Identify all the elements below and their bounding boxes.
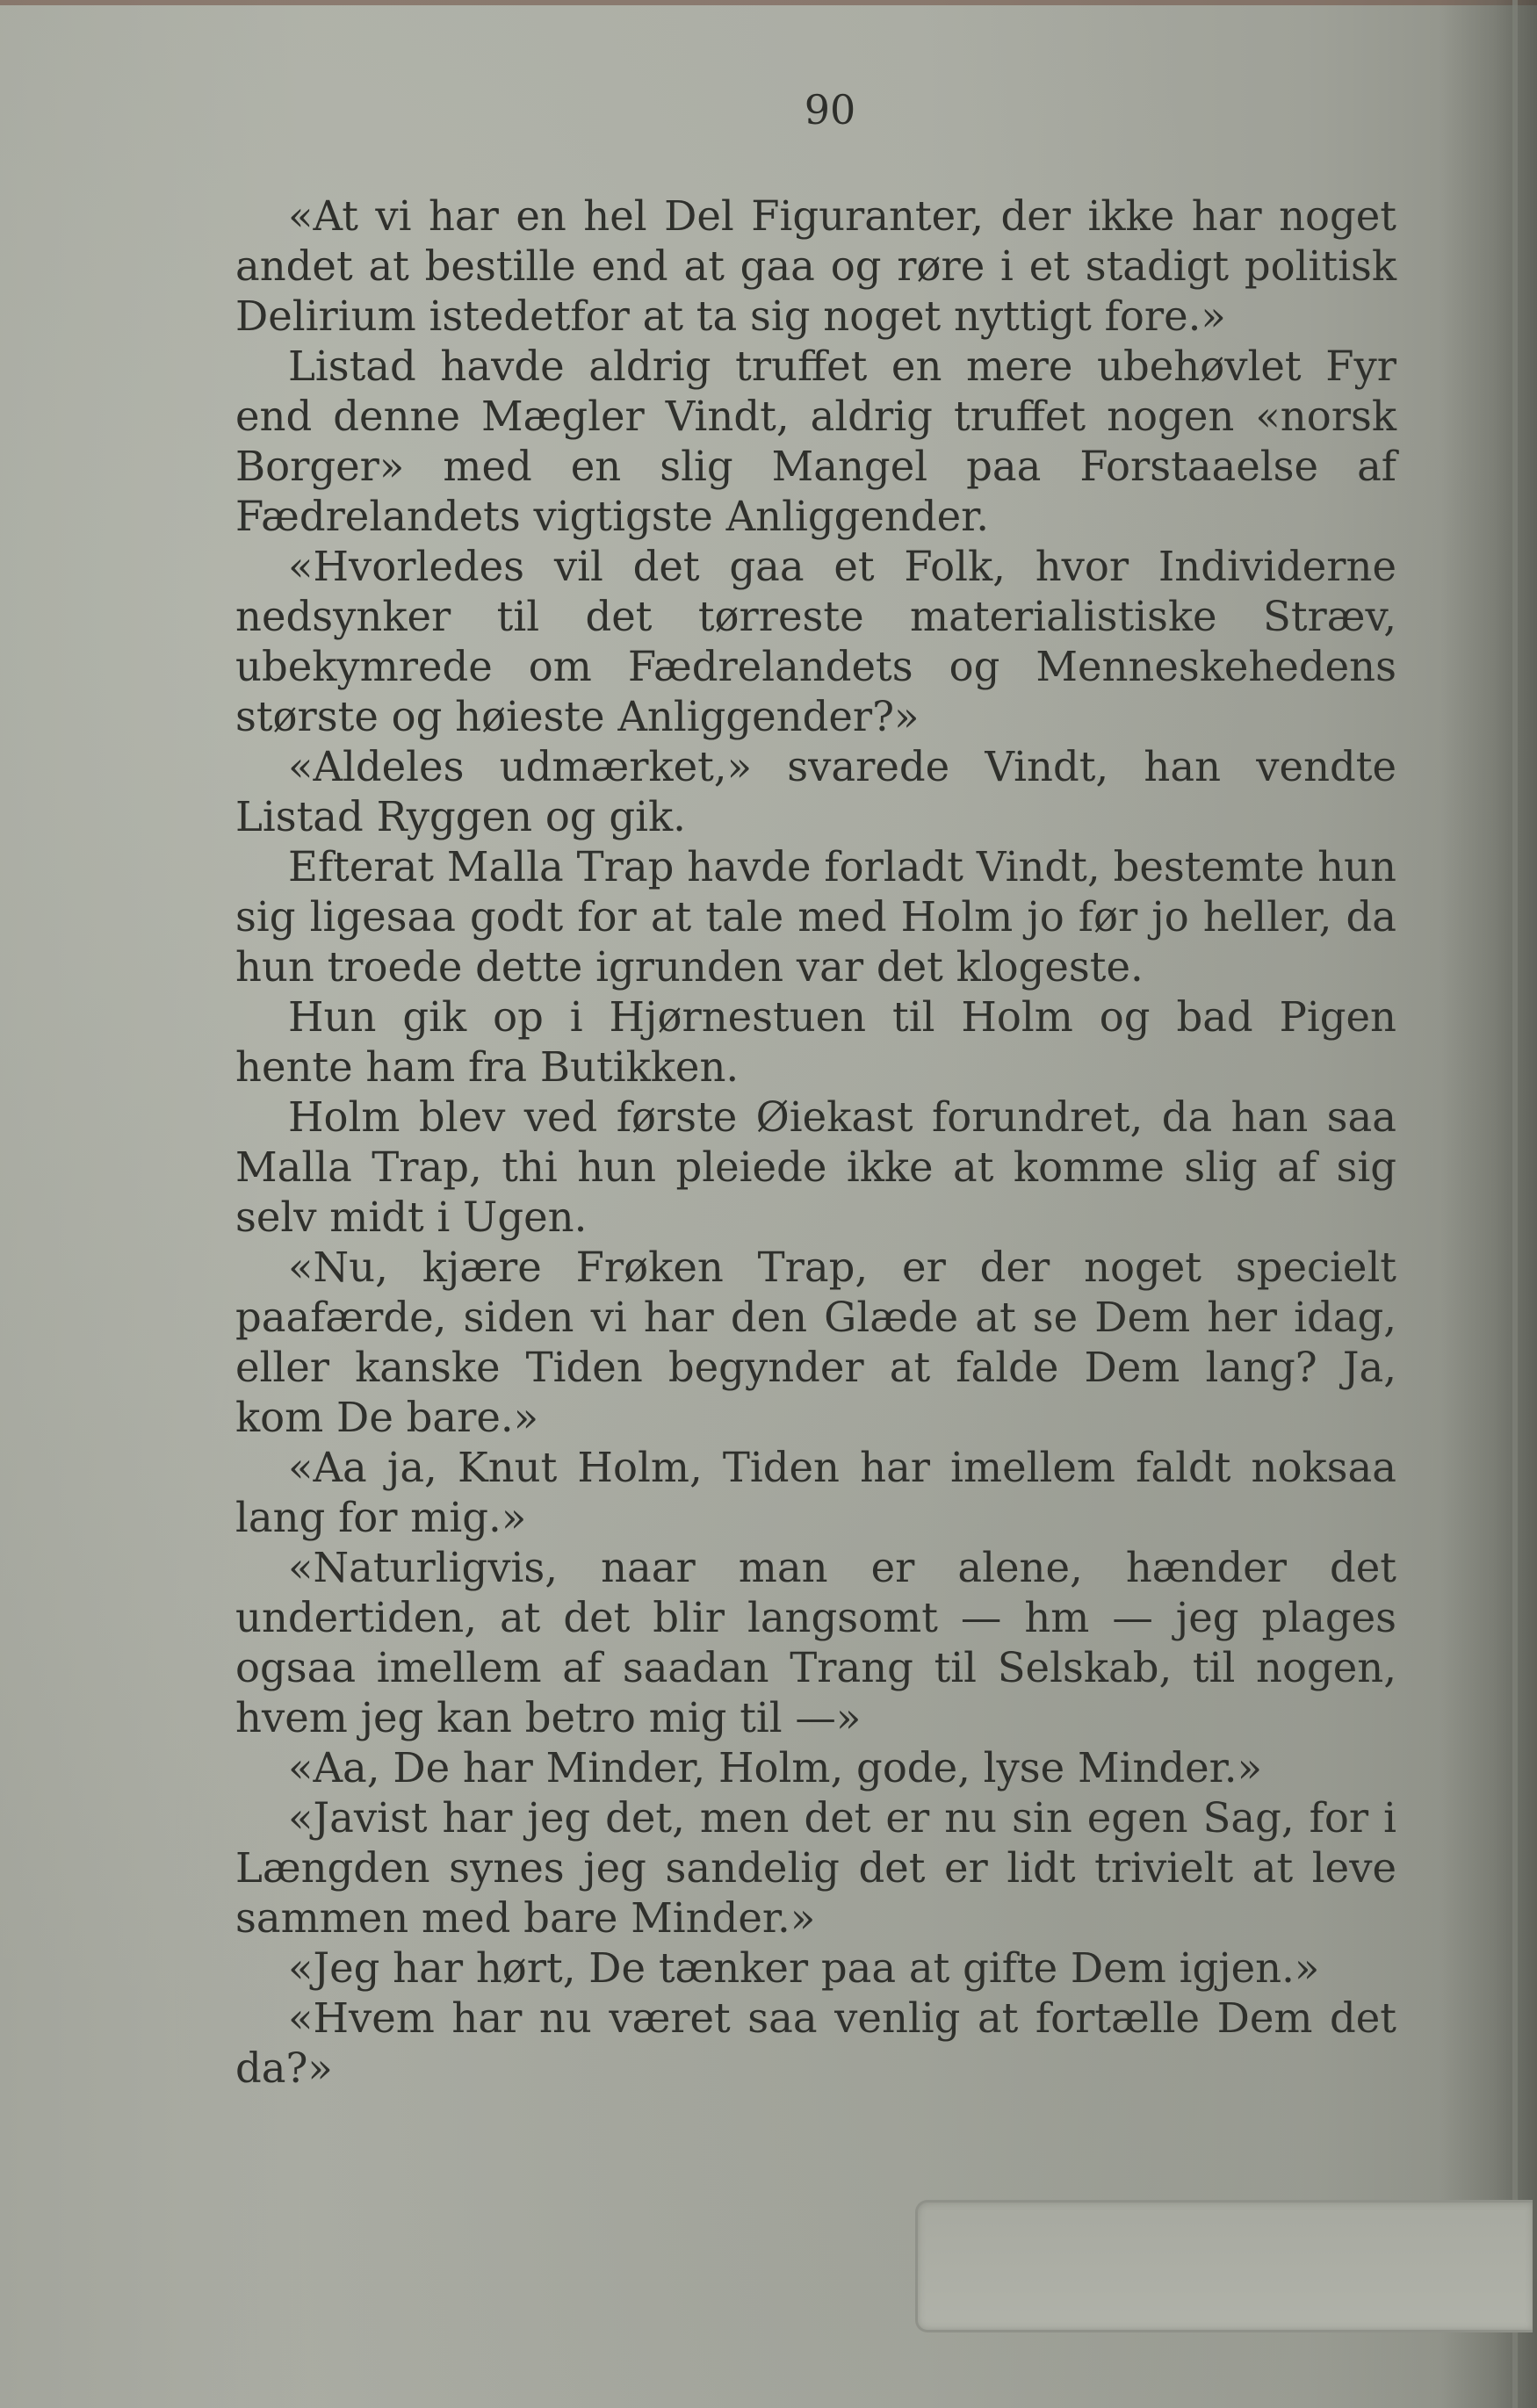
paragraph: «Nu, kjære Frøken Trap, er der noget specielt paafærde, siden vi har den Glæde at se Dem her idag, eller kanske Tiden begynder at falde Dem lang? Ja, kom De bare.» xyxy=(235,1244,1396,1441)
binding-edge xyxy=(1512,0,1518,2408)
paragraph: «At vi har en hel Del Figuranter, der ikke har noget andet at bestille end at gaa og røre i et stadigt politisk Delirium istedetfor at ta sig noget nyttigt fore.» xyxy=(235,192,1396,340)
paragraph: «Aldeles udmærket,» svarede Vindt, han vendte Listad Ryggen og gik. xyxy=(235,743,1396,840)
paragraph: Hun gik op i Hjørnestuen til Holm og bad Pigen hente ham fra Butikken. xyxy=(235,993,1396,1091)
paragraph: «Naturligvis, naar man er alene, hænder det undertiden, at det blir langsomt — hm — jeg plages ogsaa imellem af saadan Trang til Selskab, til nogen, hvem jeg kan betro mig til —» xyxy=(235,1544,1396,1741)
page-number: 90 xyxy=(804,86,856,133)
paragraph: «Aa ja, Knut Holm, Tiden har imellem faldt noksaa lang for mig.» xyxy=(235,1444,1396,1541)
page-top-edge xyxy=(0,0,1537,5)
paragraph: Holm blev ved første Øiekast forundret, da han saa Malla Trap, thi hun pleiede ikke at komme slig af sig selv midt i Ugen. xyxy=(235,1093,1396,1241)
paragraph: «Hvorledes vil det gaa et Folk, hvor Individerne nedsynker til det tørreste materialistiske Stræv, ubekymrede om Fædrelandets og Menneskehedens største og høieste Anliggender?» xyxy=(235,543,1396,740)
paragraph: «Jeg har hørt, De tænker paa at gifte Dem igjen.» xyxy=(288,1944,1320,1992)
paragraph: «Javist har jeg det, men det er nu sin egen Sag, for i Længden synes jeg sandelig det er lidt trivielt at leve sammen med bare Minder.» xyxy=(235,1794,1396,1942)
binding-shadow xyxy=(1440,0,1537,2408)
paragraph: «Aa, De har Minder, Holm, gode, lyse Minder.» xyxy=(288,1744,1263,1792)
body-text xyxy=(235,191,1396,2094)
paragraph: Listad havde aldrig truffet en mere ubehøvlet Fyr end denne Mægler Vindt, aldrig truffet nogen «norsk Borger» med en slig Mangel paa Forstaaelse af Fædrelandets vigtigste Anliggender. xyxy=(235,342,1396,540)
paragraph: Efterat Malla Trap havde forladt Vindt, bestemte hun sig ligesaa godt for at tale med Holm jo før jo heller, da hun troede dette igrunden var det klogeste. xyxy=(235,843,1396,991)
library-label-tab xyxy=(915,2200,1533,2332)
paragraph: «Hvem har nu været saa venlig at fortælle Dem det da?» xyxy=(235,1994,1396,2092)
